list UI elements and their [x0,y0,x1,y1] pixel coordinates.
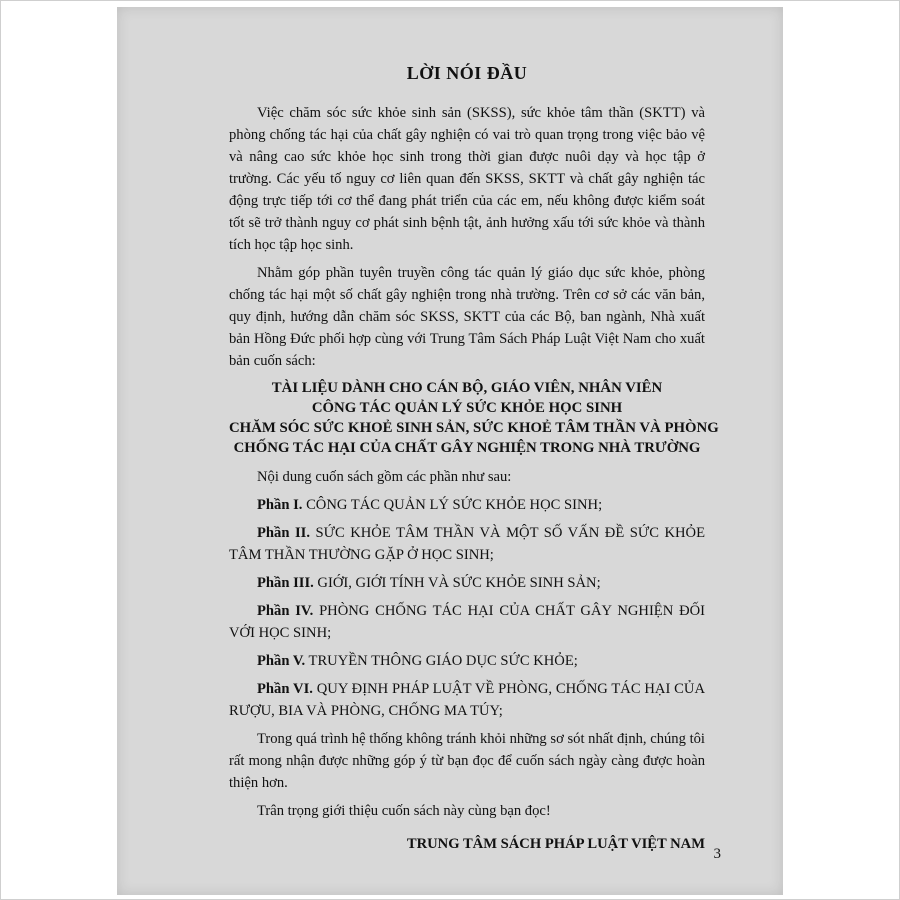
book-title-line: CHĂM SÓC SỨC KHOẺ SINH SẢN, SỨC KHOẺ TÂM THẦN VÀ PHÒNG [229,420,719,436]
part-item [229,600,705,644]
book-title-line: CHỐNG TÁC HẠI CỦA CHẤT GÂY NGHIỆN TRONG NHÀ TRƯỜNG [233,440,701,456]
part-text: PHÒNG CHỐNG TÁC HẠI CỦA CHẤT GÂY NGHIỆN ĐỐI VỚI HỌC SINH; [229,603,706,641]
book-page [117,7,783,895]
book-title-line: TÀI LIỆU DÀNH CHO CÁN BỘ, GIÁO VIÊN, NHÂN VIÊN [271,380,663,396]
signature: TRUNG TÂM SÁCH PHÁP LUẬT VIỆT NAM [406,836,705,852]
purpose-paragraph: Nhằm góp phần tuyên truyền công tác quản lý giáo dục sức khỏe, phòng chống tác hại một số chất gây nghiện trong nhà trường. Trên cơ sở các văn bản, quy định, hướng dẫn chăm sóc SKSS, SKTT của các Bộ, ban ngành, Nhà xuất bản Hồng Đức phối hợp cùng với Trung Tâm Sách Pháp Luật Việt Nam cho xuất bản cuốn sách: [229,265,705,369]
part-item [229,650,705,672]
page-number: 3 [713,846,721,862]
closing-paragraph: Trong quá trình hệ thống không tránh khỏi những sơ sót nhất định, chúng tôi rất mong nhận được những góp ý từ bạn đọc để cuốn sách ngày càng được hoàn thiện hơn. [229,731,705,791]
book-title-line: CÔNG TÁC QUẢN LÝ SỨC KHỎE HỌC SINH [311,400,623,416]
contents-intro: Nội dung cuốn sách gồm các phần như sau: [257,469,512,485]
page-heading: LỜI NÓI ĐẦU [406,63,528,83]
part-text: SỨC KHỎE TÂM THẦN VÀ MỘT SỐ VẤN ĐỀ SỨC KHỎE TÂM THẦN THƯỜNG GẶP Ở HỌC SINH; [229,525,706,563]
part-text: QUY ĐỊNH PHÁP LUẬT VỀ PHÒNG, CHỐNG TÁC HẠI CỦA RƯỢU, BIA VÀ PHÒNG, CHỐNG MA TÚY; [229,681,705,719]
part-item [229,494,705,516]
intro-paragraph: Việc chăm sóc sức khỏe sinh sản (SKSS), sức khỏe tâm thần (SKTT) và phòng chống tác hại của chất gây nghiện có vai trò quan trọng trong việc bảo vệ và nâng cao sức khỏe học sinh trong thời gian được nuôi dạy và học tập ở trường. Các yếu tố nguy cơ liên quan đến SKSS, SKTT và chất gây nghiện tác động trực tiếp tới cơ thể đang phát triển của các em, nếu không được kiểm soát tốt sẽ trở thành nguy cơ phát sinh bệnh tật, ảnh hưởng xấu tới sức khỏe và thành tích học tập học sinh. [229,105,705,253]
part-text: TRUYỀN THÔNG GIÁO DỤC SỨC KHỎE; [305,653,578,669]
part-label: Phần III. [257,575,314,591]
part-text: CÔNG TÁC QUẢN LÝ SỨC KHỎE HỌC SINH; [302,497,603,513]
part-label: Phần V. [257,653,306,669]
part-label: Phần I. [257,497,303,513]
part-label: Phần IV. [257,603,314,619]
part-label: Phần VI. [257,681,313,697]
part-item [229,572,705,594]
part-item [229,522,705,566]
book-title [229,378,719,458]
page-content [229,63,719,853]
thanks-line: Trân trọng giới thiệu cuốn sách này cùng bạn đọc! [257,803,551,819]
part-text: GIỚI, GIỚI TÍNH VÀ SỨC KHỎE SINH SẢN; [313,575,601,591]
part-label: Phần II. [257,525,310,541]
part-item [229,678,705,722]
